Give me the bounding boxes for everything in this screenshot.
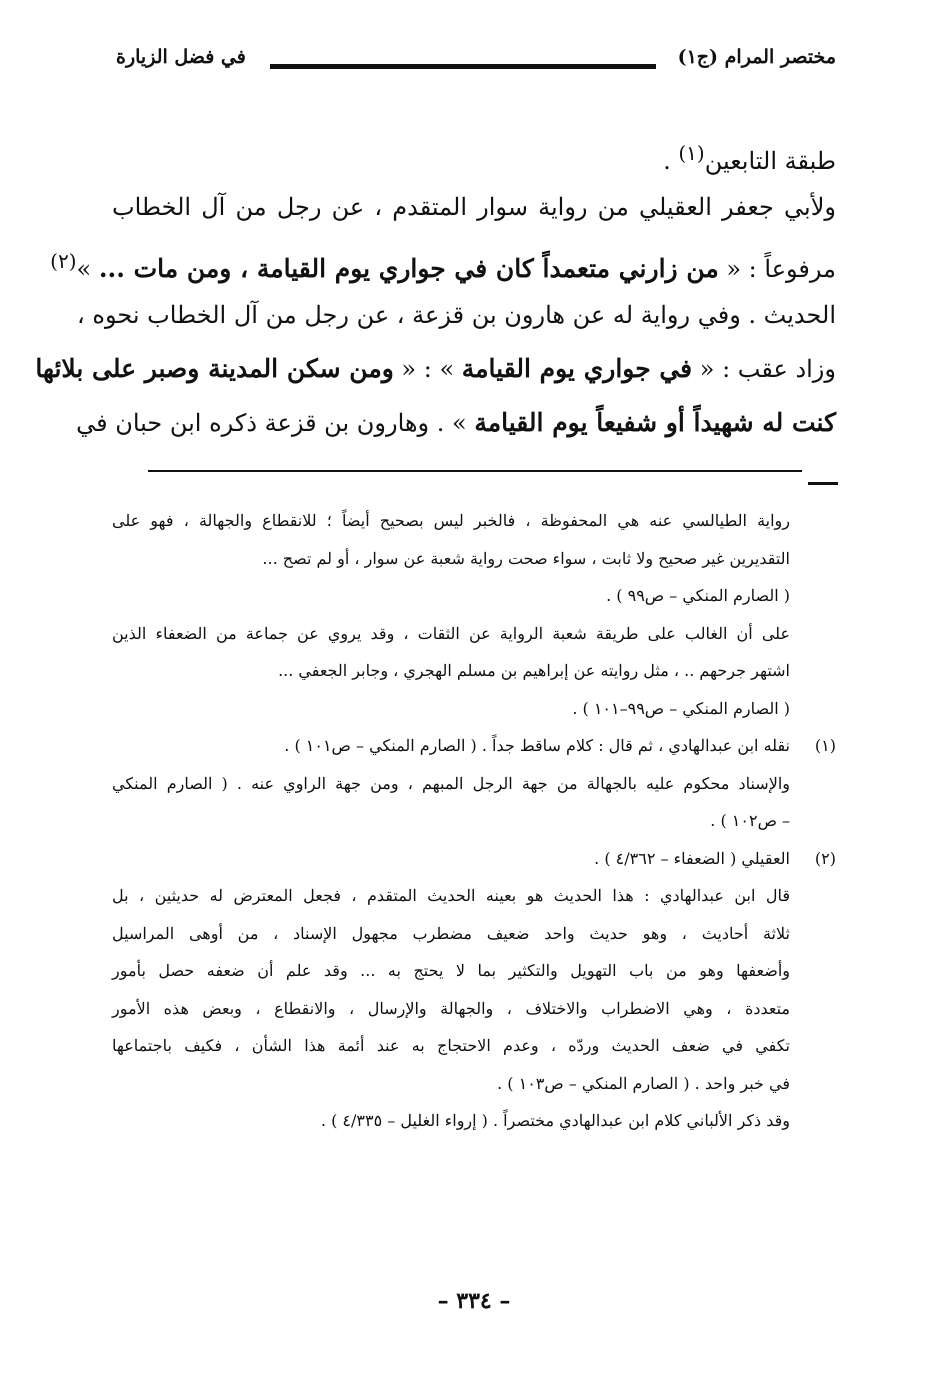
- running-header-title: مختصر المرام (ج١): [677, 46, 836, 68]
- footnote-line: [112, 765, 836, 803]
- footnote-line: [112, 690, 836, 728]
- footnote-separator: [148, 470, 802, 472]
- footnote-line: [112, 652, 836, 690]
- footnote-text: ( الصارم المنكي – ص٩٩ ) .: [606, 586, 790, 605]
- footnote-line: [112, 990, 836, 1028]
- footnote-text: في خبر واحد . ( الصارم المنكي – ص١٠٣ ) .: [497, 1073, 790, 1093]
- footnote-line: [112, 540, 836, 578]
- footnote-line: [112, 577, 836, 615]
- footnote-start: [112, 727, 836, 765]
- footnote-line: [112, 877, 836, 915]
- main-line: الحديث . وفي رواية له عن هارون بن قزعة ، عن رجل من آل الخطاب نحوه ،: [77, 301, 836, 329]
- hadith-quote: في جواري يوم القيامة: [461, 354, 693, 383]
- footnote-text: نقله ابن عبدالهادي ، ثم قال : كلام ساقط جداً . ( الصارم المنكي – ص١٠١ ) .: [284, 736, 790, 755]
- footnote-number: (٢): [814, 848, 836, 868]
- main-line: مرفوعاً : « من زارني متعمداً كان في جواري يوم القيامة ، ومن مات ... »$^{(٢)}$: [50, 249, 836, 283]
- footnote-line: [112, 1102, 836, 1140]
- footnote-text: متعددة ، وهي الاضطراب والاختلاف ، والجهالة والإرسال ، والانقطاع ، وبعض هذه الأمور: [112, 998, 790, 1018]
- page-number: – ٣٣٤ –: [437, 1288, 511, 1314]
- footnote-start: [112, 840, 836, 878]
- footnote-text: ( الصارم المنكي – ص٩٩–١٠١ ) .: [572, 698, 790, 718]
- footnote-text: العقيلي ( الضعفاء – ٤/٣٦٢ ) .: [594, 848, 790, 868]
- running-header-section: في فضل الزيارة: [116, 46, 246, 68]
- footnote-text: التقديرين غير صحيح ولا ثابت ، سواء صحت رواية شعبة عن سوار ، أو لم تصح ...: [262, 548, 790, 568]
- footnote-text: والإسناد محكوم عليه بالجهالة من جهة الرجل المبهم ، ومن جهة الراوي عنه . ( الصارم المنكي: [112, 773, 790, 793]
- footnote-text: قال ابن عبدالهادي : هذا الحديث هو بعينه الحديث المتقدم ، فجعل المعترض له حديثين ، بل: [112, 886, 790, 905]
- header-rule: [270, 64, 656, 69]
- main-line: كنت له شهيداً أو شفيعاً يوم القيامة » . وهارون بن قزعة ذكره ابن حبان في: [76, 408, 836, 437]
- footnote-text: – ص١٠٢ ) .: [710, 811, 790, 830]
- footnote-line: [112, 615, 836, 653]
- footnote-text: اشتهر جرحهم .. ، مثل روايته عن إبراهيم بن مسلم الهجري ، وجابر الجعفي ...: [278, 661, 790, 680]
- footnote-line: [112, 1027, 836, 1065]
- footnote-line: [112, 802, 836, 840]
- footnote-number: (١): [814, 736, 836, 755]
- main-text: [35, 126, 836, 450]
- footnote-ref[interactable]: (٢): [50, 249, 77, 273]
- footnote-line: [112, 1065, 836, 1103]
- continuation-mark: [808, 482, 838, 485]
- footnote-text: ثلاثة أحاديث ، وهو حديث واحد ضعيف مضطرب مجهول الإسناد ، من أوهى المراسيل: [112, 923, 790, 943]
- hadith-quote: من زارني متعمداً كان في جواري يوم القيامة ، ومن مات ...: [98, 254, 719, 283]
- footnotes: [112, 502, 836, 1140]
- main-line: وزاد عقب : « في جواري يوم القيامة » : « ومن سكن المدينة وصبر على بلائها: [35, 354, 836, 383]
- footnote-ref[interactable]: (١): [678, 141, 705, 165]
- footnote-text: رواية الطيالسي عنه هي المحفوظة ، فالخبر ليس بصحيح أيضاً ؛ للانقطاع والجهالة ، فهو على: [112, 511, 790, 530]
- footnote-line: [112, 915, 836, 953]
- hadith-quote: كنت له شهيداً أو شفيعاً يوم القيامة: [474, 408, 836, 437]
- footnote-text: وقد ذكر الألباني كلام ابن عبدالهادي مختصراً . ( إرواء الغليل – ٤/٣٣٥ ) .: [320, 1111, 790, 1130]
- footnote-text: على أن الغالب على طريقة شعبة الرواية عن الثقات ، وقد يروي عن جماعة من الضعفاء الذين: [112, 623, 790, 643]
- footnote-line: [112, 502, 836, 540]
- footnote-text: تكفي في ضعف الحديث وردّه ، وعدم الاحتجاج به عند أئمة هذا الشأن ، فكيف باجتماعها: [112, 1036, 790, 1055]
- hadith-quote: ومن سكن المدينة وصبر على بلائها: [35, 354, 394, 383]
- footnote-line: [112, 952, 836, 990]
- footnote-text: وأضعفها وهو من باب التهويل والتكثير بما لا يحتج به ... وقد علم أن ضعفه حصل بأمور: [112, 961, 790, 980]
- main-line: ولأبي جعفر العقيلي من رواية سوار المتقدم ، عن رجل من آل الخطاب: [112, 193, 836, 221]
- main-line: طبقة التابعين$^{(١)}$ .: [663, 141, 836, 175]
